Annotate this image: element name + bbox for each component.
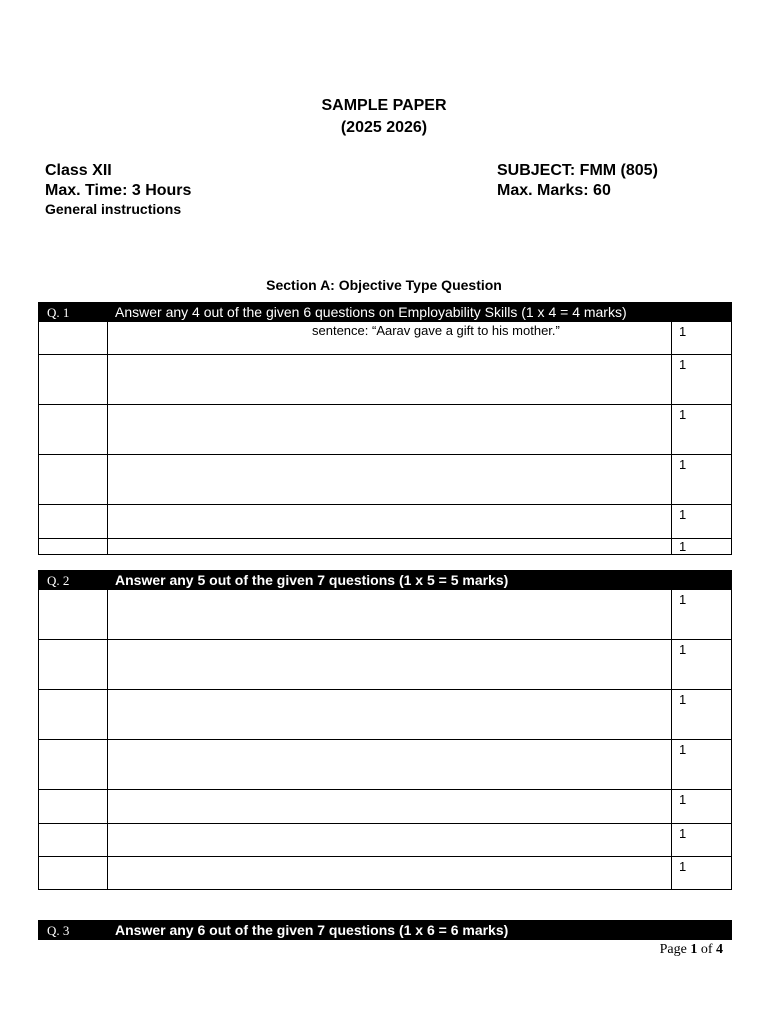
- paper-session: (2025 2026): [340, 119, 428, 136]
- marks-cell: 1: [672, 824, 732, 857]
- page-label: Page: [659, 942, 687, 957]
- page-current: 1: [690, 942, 698, 957]
- table-row: [39, 322, 732, 355]
- marks-cell: 1: [672, 857, 732, 890]
- question-text-cell: [108, 455, 672, 505]
- question-text-cell: [108, 505, 672, 539]
- q3-table: [38, 920, 732, 940]
- table-row: [39, 539, 732, 555]
- max-time-label: Max. Time: 3 Hours: [45, 182, 192, 199]
- question-number-cell: [39, 740, 108, 790]
- marks-cell: 1: [672, 405, 732, 455]
- max-marks-label: Max. Marks: 60: [497, 182, 611, 199]
- subject-label: SUBJECT: FMM (805): [497, 162, 658, 179]
- paper-title: SAMPLE PAPER: [321, 97, 447, 114]
- page-footer: [660, 942, 723, 958]
- question-text-cell: [108, 740, 672, 790]
- question-text-cell: [108, 857, 672, 890]
- table-row: [39, 455, 732, 505]
- question-number-cell: [39, 455, 108, 505]
- question-text-cell: [108, 539, 672, 555]
- question-text-cell: [108, 790, 672, 824]
- q2-number: Q. 2: [39, 571, 108, 590]
- question-text-cell: [108, 322, 672, 355]
- question-number-cell: [39, 405, 108, 455]
- q2-instruction: Answer any 5 out of the given 7 questions (1 x 5 = 5 marks): [108, 571, 732, 590]
- question-number-cell: [39, 690, 108, 740]
- question-text-cell: [108, 405, 672, 455]
- question-number-cell: [39, 355, 108, 405]
- q2-table: [38, 570, 732, 890]
- section-a-title: Section A: Objective Type Question: [266, 277, 502, 293]
- question-number-cell: [39, 590, 108, 640]
- of-label: of: [700, 942, 713, 957]
- q3-number: Q. 3: [39, 921, 108, 940]
- marks-cell: 1: [672, 539, 732, 555]
- question-number-cell: [39, 790, 108, 824]
- question-text-cell: [108, 355, 672, 405]
- question-text-cell: [108, 690, 672, 740]
- marks-cell: 1: [672, 590, 732, 640]
- question-text-cell: [108, 824, 672, 857]
- question-number-cell: [39, 505, 108, 539]
- table-row: [39, 790, 732, 824]
- marks-cell: 1: [672, 505, 732, 539]
- question-number-cell: [39, 322, 108, 355]
- q1-table: [38, 302, 732, 555]
- table-row: [39, 740, 732, 790]
- class-label: Class XII: [45, 162, 112, 179]
- question-number-cell: [39, 640, 108, 690]
- marks-cell: 1: [672, 640, 732, 690]
- general-instructions-heading: General instructions: [45, 201, 182, 217]
- q1-number: Q. 1: [39, 303, 108, 322]
- question-number-cell: [39, 824, 108, 857]
- marks-cell: 1: [672, 790, 732, 824]
- table-row: [39, 690, 732, 740]
- table-row: [39, 824, 732, 857]
- page-total: 4: [716, 942, 723, 957]
- marks-cell: 1: [672, 322, 732, 355]
- table-row: [39, 857, 732, 890]
- table-row: [39, 640, 732, 690]
- q1-instruction: Answer any 4 out of the given 6 questions on Employability Skills (1 x 4 = 4 marks): [108, 303, 732, 322]
- question-text: sentence: “Aarav gave a gift to his mother.”: [312, 323, 560, 338]
- table-row: [39, 355, 732, 405]
- marks-cell: 1: [672, 355, 732, 405]
- question-text-cell: [108, 640, 672, 690]
- question-number-cell: [39, 539, 108, 555]
- table-row: [39, 590, 732, 640]
- q1-header-row: [39, 303, 732, 322]
- q2-header-row: [39, 571, 732, 590]
- table-row: [39, 405, 732, 455]
- q3-header-row: [39, 921, 732, 940]
- marks-cell: 1: [672, 740, 732, 790]
- marks-cell: 1: [672, 690, 732, 740]
- marks-cell: 1: [672, 455, 732, 505]
- q3-instruction: Answer any 6 out of the given 7 questions (1 x 6 = 6 marks): [108, 921, 732, 940]
- question-number-cell: [39, 857, 108, 890]
- table-row: [39, 505, 732, 539]
- question-text-cell: [108, 590, 672, 640]
